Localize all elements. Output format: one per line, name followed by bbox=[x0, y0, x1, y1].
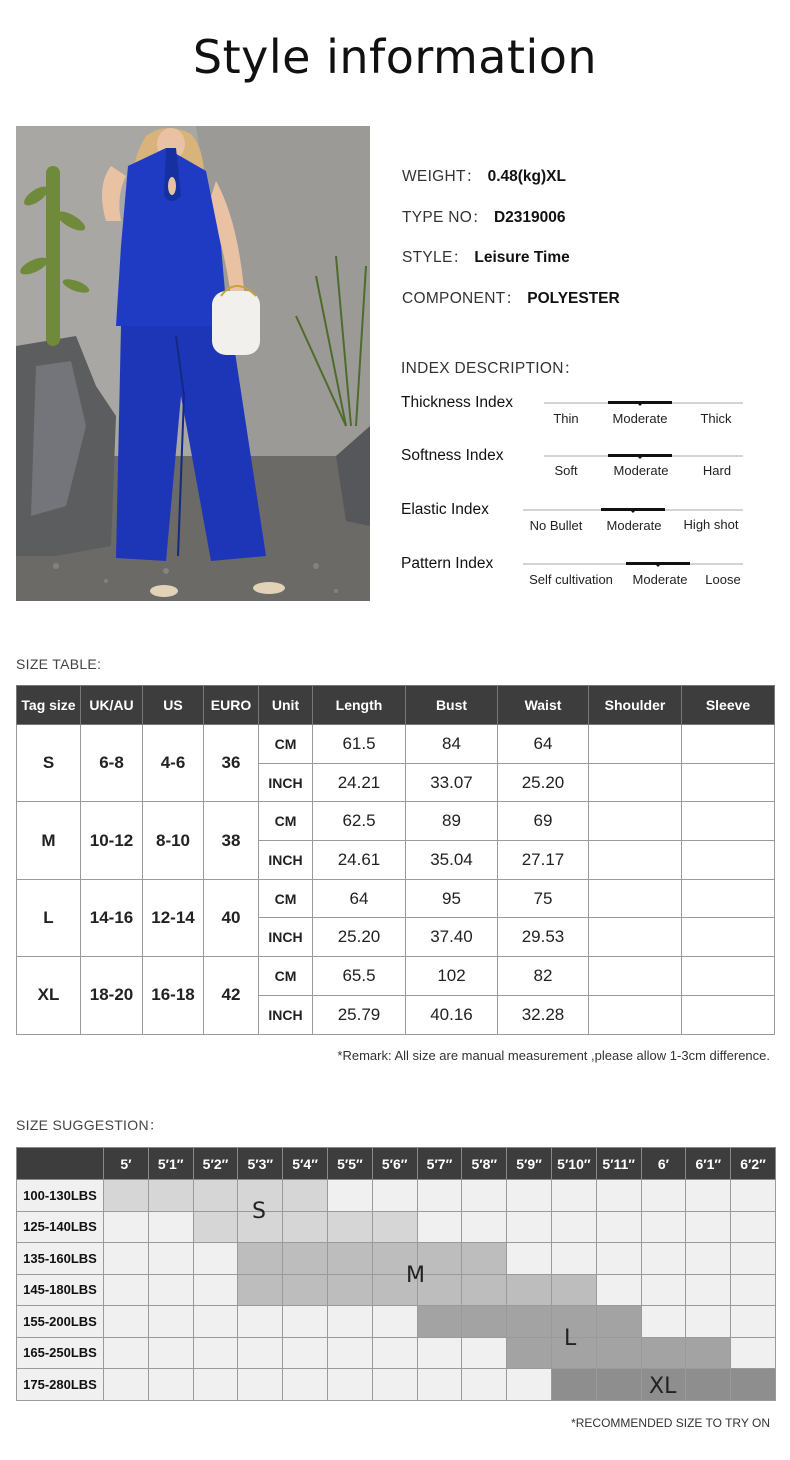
shoulder-cell bbox=[589, 995, 682, 1034]
index-name: Pattern Index bbox=[401, 555, 494, 572]
grid-cell bbox=[104, 1306, 149, 1338]
sleeve-cell bbox=[682, 879, 775, 918]
grid-cell bbox=[327, 1180, 372, 1212]
unit-cell: INCH bbox=[259, 995, 313, 1034]
sleeve-cell bbox=[682, 841, 775, 880]
waist-cell: 32.28 bbox=[498, 995, 589, 1034]
size-table-label: SIZE TABLE: bbox=[16, 656, 102, 672]
grid-cell bbox=[104, 1180, 149, 1212]
height-header: 5′5″ bbox=[327, 1148, 372, 1180]
waist-cell: 75 bbox=[498, 879, 589, 918]
length-cell: 25.20 bbox=[313, 918, 406, 957]
height-header: 6′2″ bbox=[731, 1148, 776, 1180]
style-value: Leisure Time bbox=[474, 249, 570, 266]
index-left-label: Thin bbox=[553, 411, 579, 426]
grid-cell bbox=[327, 1337, 372, 1369]
thickness-index bbox=[401, 394, 751, 434]
size-zone-m: M bbox=[406, 1263, 425, 1288]
grid-cell bbox=[731, 1337, 776, 1369]
product-photo bbox=[16, 126, 370, 601]
grid-cell bbox=[731, 1243, 776, 1275]
grid-cell bbox=[148, 1337, 193, 1369]
size-zone-xl: XL bbox=[649, 1374, 677, 1399]
table-row bbox=[17, 879, 775, 918]
ukau-cell: 18-20 bbox=[81, 957, 143, 1034]
bust-cell: 102 bbox=[406, 957, 498, 996]
unit-cell: INCH bbox=[259, 918, 313, 957]
tag-size-cell: M bbox=[17, 802, 81, 879]
bust-cell: 95 bbox=[406, 879, 498, 918]
weight-row bbox=[17, 1243, 776, 1275]
unit-cell: CM bbox=[259, 802, 313, 841]
weight-label: 155-200LBS bbox=[17, 1306, 104, 1338]
index-name: Elastic Index bbox=[401, 501, 489, 518]
weight-value: 0.48(kg)XL bbox=[487, 168, 566, 185]
shoulder-cell bbox=[589, 879, 682, 918]
grid-cell bbox=[596, 1243, 641, 1275]
grid-cell bbox=[596, 1180, 641, 1212]
grid-cell bbox=[462, 1243, 507, 1275]
column-header: Waist bbox=[498, 686, 589, 725]
ukau-cell: 10-12 bbox=[81, 802, 143, 879]
unit-cell: CM bbox=[259, 957, 313, 996]
euro-cell: 40 bbox=[204, 879, 259, 956]
grid-cell bbox=[686, 1337, 731, 1369]
grid-cell bbox=[372, 1211, 417, 1243]
weight-row bbox=[17, 1337, 776, 1369]
column-header: Shoulder bbox=[589, 686, 682, 725]
index-left-label: Soft bbox=[554, 463, 578, 478]
length-cell: 62.5 bbox=[313, 802, 406, 841]
index-name: Softness Index bbox=[401, 447, 504, 464]
grid-cell bbox=[507, 1274, 552, 1306]
us-cell: 4-6 bbox=[143, 725, 204, 802]
grid-cell bbox=[148, 1306, 193, 1338]
weight-label: 100-130LBS bbox=[17, 1180, 104, 1212]
height-header: 5′3″ bbox=[238, 1148, 283, 1180]
grid-cell bbox=[238, 1369, 283, 1401]
sleeve-cell bbox=[682, 995, 775, 1034]
height-header: 5′6″ bbox=[372, 1148, 417, 1180]
us-cell: 12-14 bbox=[143, 879, 204, 956]
grid-cell bbox=[507, 1306, 552, 1338]
column-header: Length bbox=[313, 686, 406, 725]
grid-cell bbox=[417, 1306, 462, 1338]
grid-cell bbox=[148, 1274, 193, 1306]
sleeve-cell bbox=[682, 957, 775, 996]
grid-cell bbox=[238, 1274, 283, 1306]
column-header: EURO bbox=[204, 686, 259, 725]
weight-label: 135-160LBS bbox=[17, 1243, 104, 1275]
shoulder-cell bbox=[589, 725, 682, 764]
waist-cell: 29.53 bbox=[498, 918, 589, 957]
grid-cell bbox=[283, 1211, 328, 1243]
grid-cell bbox=[283, 1180, 328, 1212]
column-header: US bbox=[143, 686, 204, 725]
weight-label: 165-250LBS bbox=[17, 1337, 104, 1369]
waist-cell: 82 bbox=[498, 957, 589, 996]
grid-cell bbox=[462, 1306, 507, 1338]
grid-cell bbox=[283, 1306, 328, 1338]
grid-cell bbox=[507, 1337, 552, 1369]
grid-cell bbox=[238, 1306, 283, 1338]
shoulder-cell bbox=[589, 957, 682, 996]
size-table-header bbox=[17, 686, 775, 725]
height-header: 5′9″ bbox=[507, 1148, 552, 1180]
grid-cell bbox=[148, 1211, 193, 1243]
size-zone-l: L bbox=[564, 1326, 577, 1351]
page-title: Style information bbox=[192, 30, 598, 84]
weight-label: WEIGHT： bbox=[402, 168, 482, 185]
grid-cell bbox=[641, 1211, 686, 1243]
bust-cell: 33.07 bbox=[406, 763, 498, 802]
grid-cell bbox=[193, 1369, 238, 1401]
grid-cell bbox=[686, 1369, 731, 1401]
index-left-label: No Bullet bbox=[529, 518, 583, 533]
type-value: D2319006 bbox=[493, 209, 566, 226]
grid-cell bbox=[148, 1180, 193, 1212]
grid-cell bbox=[372, 1337, 417, 1369]
grid-cell bbox=[193, 1274, 238, 1306]
table-row bbox=[17, 802, 775, 841]
index-mid-label: Moderate bbox=[632, 572, 688, 587]
height-header: 5′8″ bbox=[462, 1148, 507, 1180]
weight-row bbox=[17, 1180, 776, 1212]
grid-cell bbox=[283, 1274, 328, 1306]
shoulder-cell bbox=[589, 763, 682, 802]
column-header: Bust bbox=[406, 686, 498, 725]
grid-cell bbox=[551, 1274, 596, 1306]
grid-cell bbox=[641, 1274, 686, 1306]
grid-cell bbox=[686, 1180, 731, 1212]
recommended-size-note: *RECOMMENDED SIZE TO TRY ON bbox=[571, 1416, 770, 1430]
height-header: 6′ bbox=[641, 1148, 686, 1180]
grid-cell bbox=[238, 1243, 283, 1275]
tag-size-cell: XL bbox=[17, 957, 81, 1034]
style-row bbox=[402, 245, 570, 267]
column-header: UK/AU bbox=[81, 686, 143, 725]
index-marker bbox=[601, 508, 665, 511]
weight-row bbox=[17, 1274, 776, 1306]
grid-cell bbox=[193, 1211, 238, 1243]
waist-cell: 64 bbox=[498, 725, 589, 764]
size-zone-s: S bbox=[252, 1199, 266, 1224]
unit-cell: INCH bbox=[259, 763, 313, 802]
grid-cell bbox=[372, 1180, 417, 1212]
index-mid-label: Moderate bbox=[613, 463, 669, 478]
column-header: Tag size bbox=[17, 686, 81, 725]
grid-cell bbox=[104, 1369, 149, 1401]
waist-cell: 69 bbox=[498, 802, 589, 841]
shoulder-cell bbox=[589, 918, 682, 957]
index-right-label: Thick bbox=[700, 411, 732, 426]
grid-cell bbox=[193, 1337, 238, 1369]
height-header: 5′10″ bbox=[551, 1148, 596, 1180]
length-cell: 25.79 bbox=[313, 995, 406, 1034]
index-mid-label: Moderate bbox=[606, 518, 662, 533]
us-cell: 16-18 bbox=[143, 957, 204, 1034]
grid-cell bbox=[641, 1337, 686, 1369]
weight-row bbox=[17, 1306, 776, 1338]
euro-cell: 36 bbox=[204, 725, 259, 802]
grid-corner bbox=[17, 1148, 104, 1180]
waist-cell: 27.17 bbox=[498, 841, 589, 880]
grid-cell bbox=[283, 1337, 328, 1369]
grid-cell bbox=[193, 1180, 238, 1212]
style-label: STYLE： bbox=[402, 249, 469, 266]
bust-cell: 37.40 bbox=[406, 918, 498, 957]
grid-cell bbox=[731, 1369, 776, 1401]
grid-cell bbox=[507, 1369, 552, 1401]
index-marker bbox=[626, 562, 690, 565]
unit-cell: INCH bbox=[259, 841, 313, 880]
grid-cell bbox=[372, 1369, 417, 1401]
grid-cell bbox=[417, 1369, 462, 1401]
grid-cell bbox=[551, 1180, 596, 1212]
grid-cell bbox=[596, 1369, 641, 1401]
size-suggestion-grid bbox=[16, 1147, 776, 1401]
height-header: 5′11″ bbox=[596, 1148, 641, 1180]
grid-cell bbox=[462, 1337, 507, 1369]
grid-cell bbox=[283, 1243, 328, 1275]
grid-cell bbox=[551, 1211, 596, 1243]
height-header: 5′1″ bbox=[148, 1148, 193, 1180]
length-cell: 64 bbox=[313, 879, 406, 918]
waist-cell: 25.20 bbox=[498, 763, 589, 802]
grid-cell bbox=[104, 1243, 149, 1275]
grid-cell bbox=[641, 1180, 686, 1212]
index-right-label: Hard bbox=[702, 463, 732, 478]
tag-size-cell: S bbox=[17, 725, 81, 802]
euro-cell: 38 bbox=[204, 802, 259, 879]
column-header: Unit bbox=[259, 686, 313, 725]
softness-index bbox=[401, 447, 751, 487]
us-cell: 8-10 bbox=[143, 802, 204, 879]
grid-cell bbox=[596, 1274, 641, 1306]
grid-cell bbox=[596, 1211, 641, 1243]
table-row bbox=[17, 725, 775, 764]
grid-cell bbox=[104, 1211, 149, 1243]
grid-cell bbox=[148, 1369, 193, 1401]
index-right-label: Loose bbox=[705, 572, 741, 587]
weight-label: 125-140LBS bbox=[17, 1211, 104, 1243]
unit-cell: CM bbox=[259, 725, 313, 764]
grid-cell bbox=[283, 1369, 328, 1401]
grid-cell bbox=[104, 1274, 149, 1306]
weight-label: 175-280LBS bbox=[17, 1369, 104, 1401]
component-value: POLYESTER bbox=[527, 290, 620, 307]
elastic-index bbox=[401, 501, 751, 541]
pattern-index bbox=[401, 555, 751, 595]
grid-cell bbox=[551, 1243, 596, 1275]
grid-cell bbox=[507, 1243, 552, 1275]
grid-cell bbox=[641, 1243, 686, 1275]
index-marker bbox=[608, 401, 672, 404]
sleeve-cell bbox=[682, 802, 775, 841]
length-cell: 24.21 bbox=[313, 763, 406, 802]
grid-cell bbox=[193, 1306, 238, 1338]
bust-cell: 89 bbox=[406, 802, 498, 841]
grid-cell bbox=[731, 1306, 776, 1338]
index-left-label: Self cultivation bbox=[529, 572, 613, 587]
grid-cell bbox=[731, 1211, 776, 1243]
grid-cell bbox=[462, 1211, 507, 1243]
shoulder-cell bbox=[589, 802, 682, 841]
height-header: 5′4″ bbox=[283, 1148, 328, 1180]
height-header: 6′1″ bbox=[686, 1148, 731, 1180]
grid-cell bbox=[372, 1306, 417, 1338]
height-header: 5′2″ bbox=[193, 1148, 238, 1180]
sleeve-cell bbox=[682, 763, 775, 802]
grid-cell bbox=[507, 1180, 552, 1212]
index-mid-label: Moderate bbox=[612, 411, 668, 426]
table-row bbox=[17, 957, 775, 996]
weight-row bbox=[402, 164, 566, 186]
bust-cell: 84 bbox=[406, 725, 498, 764]
grid-cell bbox=[327, 1306, 372, 1338]
height-header-row bbox=[17, 1148, 776, 1180]
component-label: COMPONENT： bbox=[402, 290, 522, 307]
grid-cell bbox=[238, 1337, 283, 1369]
grid-cell bbox=[327, 1274, 372, 1306]
grid-cell bbox=[417, 1337, 462, 1369]
grid-cell bbox=[462, 1180, 507, 1212]
grid-cell bbox=[686, 1211, 731, 1243]
length-cell: 61.5 bbox=[313, 725, 406, 764]
sleeve-cell bbox=[682, 918, 775, 957]
height-header: 5′7″ bbox=[417, 1148, 462, 1180]
bust-cell: 35.04 bbox=[406, 841, 498, 880]
grid-cell bbox=[686, 1274, 731, 1306]
grid-cell bbox=[462, 1369, 507, 1401]
grid-cell bbox=[417, 1180, 462, 1212]
grid-cell bbox=[596, 1306, 641, 1338]
shoulder-cell bbox=[589, 841, 682, 880]
bust-cell: 40.16 bbox=[406, 995, 498, 1034]
index-description-title: INDEX DESCRIPTION： bbox=[401, 360, 580, 377]
grid-cell bbox=[327, 1243, 372, 1275]
length-cell: 24.61 bbox=[313, 841, 406, 880]
grid-cell bbox=[327, 1211, 372, 1243]
grid-cell bbox=[327, 1369, 372, 1401]
size-table bbox=[16, 685, 775, 1035]
euro-cell: 42 bbox=[204, 957, 259, 1034]
height-header: 5′ bbox=[104, 1148, 149, 1180]
sleeve-cell bbox=[682, 725, 775, 764]
grid-cell bbox=[507, 1211, 552, 1243]
ukau-cell: 14-16 bbox=[81, 879, 143, 956]
tag-size-cell: L bbox=[17, 879, 81, 956]
index-name: Thickness Index bbox=[401, 394, 513, 411]
measurement-remark: *Remark: All size are manual measurement ,please allow 1-3cm difference. bbox=[337, 1048, 770, 1063]
grid-cell bbox=[641, 1306, 686, 1338]
grid-cell bbox=[596, 1337, 641, 1369]
grid-cell bbox=[686, 1243, 731, 1275]
grid-cell bbox=[193, 1243, 238, 1275]
ukau-cell: 6-8 bbox=[81, 725, 143, 802]
grid-cell bbox=[686, 1306, 731, 1338]
column-header: Sleeve bbox=[682, 686, 775, 725]
grid-cell bbox=[462, 1274, 507, 1306]
grid-cell bbox=[551, 1369, 596, 1401]
length-cell: 65.5 bbox=[313, 957, 406, 996]
weight-row bbox=[17, 1211, 776, 1243]
grid-cell bbox=[417, 1211, 462, 1243]
grid-cell bbox=[731, 1180, 776, 1212]
type-row bbox=[402, 205, 566, 227]
unit-cell: CM bbox=[259, 879, 313, 918]
grid-cell bbox=[148, 1243, 193, 1275]
size-suggestion-label: SIZE SUGGESTION： bbox=[16, 1117, 164, 1133]
index-marker bbox=[608, 454, 672, 457]
type-label: TYPE NO： bbox=[402, 209, 488, 226]
grid-cell bbox=[104, 1337, 149, 1369]
grid-cell bbox=[731, 1274, 776, 1306]
component-row bbox=[402, 286, 620, 308]
index-right-label: High shot bbox=[683, 517, 739, 532]
weight-label: 145-180LBS bbox=[17, 1274, 104, 1306]
